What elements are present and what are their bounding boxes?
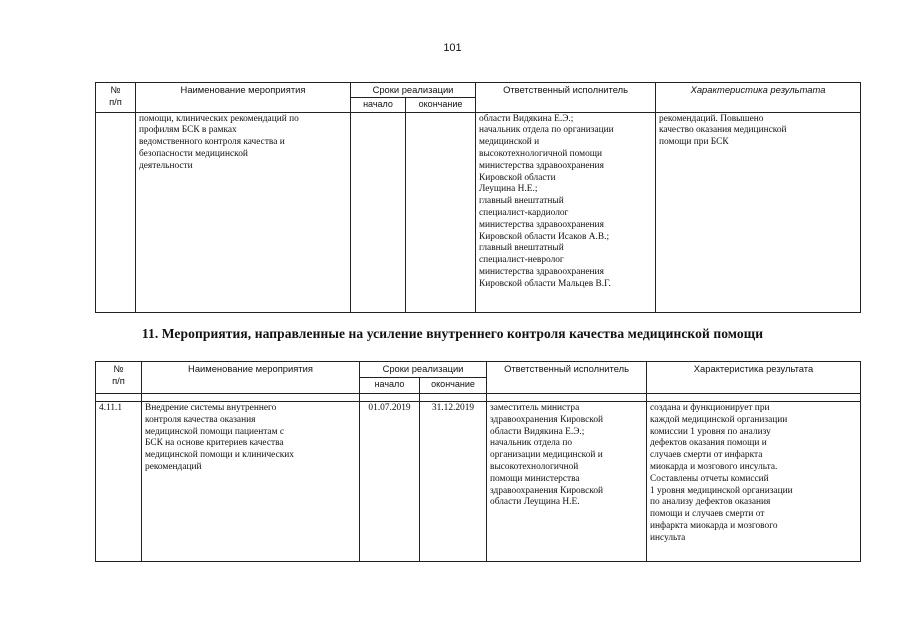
table-spacer-row	[96, 394, 861, 402]
header-start: начало	[351, 97, 406, 112]
header-name: Наименование мероприятия	[136, 83, 351, 113]
table-header-row	[96, 362, 861, 378]
row-num: 4.11.1	[96, 402, 142, 562]
row-responsible: области Видякина Е.Э.; начальник отдела по организации медицинской и высокотехнологичной помощи министерства здравоохранения Кировской области Леущина Н.Е.; главный внештатный специалист-кардиолог министерства здравоохранения Кировской области Исаков А.В.; главный внештатный специалист-невролог министерства здравоохранения Кировской области Мальцев В.Г.	[476, 112, 656, 312]
header-terms: Сроки реализации	[360, 362, 487, 378]
section-title: 11. Мероприятия, направленные на усиление внутреннего контроля качества медицинской помощи	[141, 326, 764, 341]
row-num	[96, 112, 136, 312]
table-row	[96, 402, 861, 562]
row-end	[406, 112, 476, 312]
row-responsible: заместитель министра здравоохранения Кировской области Видякина Е.Э.; начальник отдела по организации медицинской и высокотехнологичной помощи министерства здравоохранения Кировской области Леущина Н.Е.	[487, 402, 647, 562]
header-num: № п/п	[96, 362, 142, 394]
row-start	[351, 112, 406, 312]
row-name: Внедрение системы внутреннего контроля качества оказания медицинской помощи пациентам с БСК на основе критериев качества медицинской помощи и клинических рекомендаций	[142, 402, 360, 562]
row-end: 31.12.2019	[420, 402, 487, 562]
measures-table	[95, 361, 861, 562]
header-num: № п/п	[96, 83, 136, 113]
row-start: 01.07.2019	[360, 402, 420, 562]
header-result: Характеристика результата	[656, 83, 861, 113]
header-result: Характеристика результата	[647, 362, 861, 394]
header-end: окончание	[406, 97, 476, 112]
table-row	[96, 112, 861, 312]
table-header-row	[96, 83, 861, 98]
header-start: начало	[360, 378, 420, 394]
continued-table	[95, 82, 861, 313]
row-result: создана и функционирует при каждой медицинской организации комиссии 1 уровня по анализу дефектов оказания помощи и случаев смерти от инфаркта миокарда и мозгового инсульта. Составлены отчеты комиссий 1 уровня медицинской организации по анализу дефектов оказания помощи и случаев смерти от инфаркта миокарда и мозгового инсульта	[647, 402, 861, 562]
header-responsible: Ответственный исполнитель	[487, 362, 647, 394]
header-responsible: Ответственный исполнитель	[476, 83, 656, 113]
header-name: Наименование мероприятия	[142, 362, 360, 394]
header-end: окончание	[420, 378, 487, 394]
row-name: помощи, клинических рекомендаций по профилям БСК в рамках ведомственного контроля качества и безопасности медицинской деятельности	[136, 112, 351, 312]
row-result: рекомендаций. Повышено качество оказания медицинской помощи при БСК	[656, 112, 861, 312]
page-number: 101	[443, 42, 462, 54]
header-terms: Сроки реализации	[351, 83, 476, 98]
